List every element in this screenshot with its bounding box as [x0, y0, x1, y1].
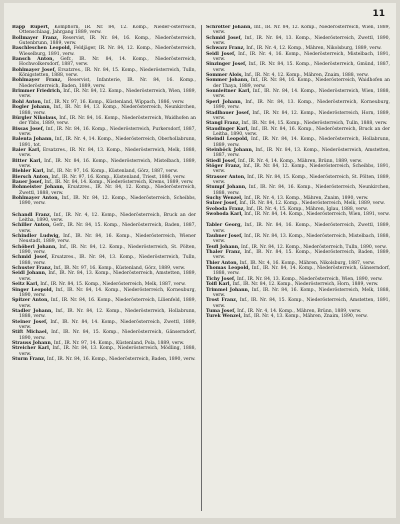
register-entry [206, 223, 390, 234]
entry-details: Reservist, Infanterie, IR. Nr. 84, 16. Komp., Niederösterreich, Baden, 1889, verw. [19, 78, 196, 89]
entry-details: Inf., IR. Nr. 84, 13. Komp., Niederösterreich, Amstetten, 1887, verw. [213, 147, 390, 159]
register-entry [12, 137, 196, 148]
entry-name: Baier Karl, [12, 147, 41, 153]
entry-details: Ersatzres., IR. Nr. 84, 13. Komp., Niederösterreich, Melk, 1888, verw. [19, 147, 196, 159]
register-entry [12, 36, 196, 47]
entry-details: Inf., IR. Nr. 84, 15. Komp., Niederösterreich, Gmünd, 1887, verw. [213, 62, 390, 73]
entry-name: Steinböck Johann, [206, 147, 254, 153]
entry-name: Bohlmayer Josef, [12, 67, 56, 73]
register-entry [206, 100, 390, 111]
entry-name: Toifl Karl, [206, 282, 232, 288]
entry-name: Schmid Josef, [12, 255, 49, 261]
entry-name: Strauss Johann, [12, 340, 53, 346]
entry-name: Balenta Johann, [12, 137, 54, 143]
entry-name: Schiller Anton, [12, 223, 51, 229]
entry-details: Inf., IR. Nr. 84, 13. Komp., Niederösterreich, Zwettl, 1890, verw. [213, 35, 390, 47]
entry-name: Trimmel Johann, [206, 287, 250, 293]
entry-details: Inf., IR. Nr. 84, 15. Komp., Niederösterreich, Tulln, 1888, verw. [241, 121, 388, 127]
entry-details: Inf., IR. Nr. 84, 12. Komp., Niederösterreich, Scheibbs, 1890, verw. [19, 196, 196, 207]
entry-details: Inf., IR. Nr. 84, 13. Komp., Niederösterreich, Mistelbach, 1888, verw. [213, 234, 390, 245]
entry-details: Inf., IR. Nr. 4, 15. Komp., Mähren, Iglau, 1888, verw. [246, 206, 368, 212]
register-entry [12, 346, 196, 357]
entry-details: Inf., IR. Nr. 4, 16. Komp., Niederösterreich, Mistelbach, 1891, verw. [213, 51, 390, 63]
register-entry [206, 148, 390, 159]
entry-name: Bapp Rupert, [12, 25, 50, 30]
entry-name: Stift Michael, [12, 330, 49, 336]
entry-name: Strasser Anton, [206, 174, 246, 180]
register-entry [206, 164, 390, 175]
entry-details: Inf., IR. Nr. 84, 12. Komp., Niederösterreich, Horn, 1889, verw. [213, 110, 390, 121]
entry-details: Inf., IR. Nr. 84, 14. Komp., Niederösterreich, Korneuburg, 1890, verw. [19, 287, 196, 298]
entry-details: Inf., IR. Nr. 84, 14. Komp., Niederösterreich, Hollabrunn, 1889, verw. [213, 137, 390, 148]
register-entry [12, 288, 196, 299]
entry-details: Inf., IR. Nr. 84, 12. Komp., Niederösterreich, Melk, 1889, verw. [239, 201, 385, 207]
entry-name: Thomas Leopold, [206, 266, 250, 272]
entry-details: Ersatzres., IR. Nr. 84, 13. Komp., Niederösterreich, Tulln, 1888, verw. [19, 255, 196, 266]
register-entry [206, 250, 390, 261]
entry-name: Bohlmayer Franz, [12, 78, 62, 84]
register-entry [206, 212, 390, 217]
entry-name: Biersch Anton, [12, 174, 50, 180]
register-entry [12, 148, 196, 159]
entry-name: Schöberl Johann, [12, 244, 57, 250]
register-entry [12, 185, 196, 196]
entry-name: Bitter Karl, [12, 158, 42, 164]
left-column [12, 25, 196, 513]
entry-details: Inf., IR. Nr. 4, 13. Komp., Mähren, Znaim, 1890, verw. [244, 196, 369, 201]
entry-details: Inf., IR. Nr. 4, 12. Komp., Mähren, Znaim, 1888, verw. [244, 73, 369, 79]
entry-details: Inf., IR. Nr. 84, 12. Komp., Niederösterreich, Horn, 1889, verw. [232, 282, 379, 288]
entry-name: Sturm Franz, [12, 356, 46, 362]
register-entry [12, 116, 196, 127]
entry-details: Inf., IR. Nr. 84, 12. Komp., Niederösterreich, Hollabrunn, 1888, verw. [19, 308, 196, 320]
entry-details: Inf., IR. Nr. 84, 15. Komp., Niederösterreich, Melk, 1887, verw. [40, 282, 186, 288]
entry-details: Inf., IR. Nr. 84, 15. Komp., Niederösterreich, Baden, 1889, verw. [213, 250, 390, 261]
entry-name: Turek Wenzel, [206, 314, 243, 320]
register-entry [12, 68, 196, 79]
entry-name: Stöger Franz, [206, 163, 242, 169]
entry-details: Gefr., IR. Nr. 84, 15. Komp., Niederösterreich, Baden, 1887, verw. [19, 223, 196, 234]
entry-name: Sonnleitner Karl, [206, 89, 251, 95]
entry-name: Staudinger Karl, [206, 126, 249, 132]
column-divider [201, 25, 202, 511]
entry-name: Sulzer Josef, [206, 201, 238, 207]
entry-details: Inf., IR. Nr. 84, 14. Komp., Niederösterreich, Wien, 1891, verw. [244, 212, 390, 218]
register-entry [12, 245, 196, 256]
register-entry [206, 89, 390, 100]
entry-details: Inf., IR. Nr. 84, 12. Komp., Niederösterreich, St. Pölten, 1890, verw. [19, 244, 196, 256]
entry-details: Inf., IR. Nr. 84, 13. Komp., Niederösterreich, Neunkirchen, 1888, verw. [19, 105, 196, 116]
register-entry [206, 137, 390, 148]
entry-details: Inf., IR. Nr. 4, 14. Komp., Mähren, Brünn, 1889, verw. [238, 158, 363, 164]
register-entry [12, 159, 196, 170]
register-entry [206, 78, 390, 89]
entry-details: Reservist, IR. Nr. 84, 16. Komp., Niederösterreich, Gutenbrunn, 1889, verw. [19, 35, 196, 47]
entry-details: Inf., IR. Nr. 84, 12. Komp., Niederösterreich, Wien, 1889, verw. [19, 89, 196, 100]
register-entry [206, 266, 390, 277]
entry-name: Stumpf Johann, [206, 185, 247, 191]
entry-details: Inf., IR. Nr. 4, 12. Komp., Mähren, Nikolsburg, 1889, verw. [246, 46, 382, 52]
register-page [4, 3, 396, 518]
entry-name: Bohmeister Johann, [12, 185, 65, 191]
entry-details: Gefr., IR. Nr. 84, 14. Komp., Niederösterreich, Hochwolkersdorf, 1887, verw. [19, 57, 196, 68]
right-column [206, 25, 390, 513]
entry-name: Bollmayer Franz, [12, 35, 59, 41]
register-entry [206, 185, 390, 196]
entry-name: Schuster Franz, [12, 266, 53, 272]
entry-details: Inf., IR. Nr. 4, 14. Komp., Mähren, Brünn, 1889, verw. [237, 308, 362, 314]
entry-name: Stiedl Josef, [206, 158, 237, 164]
entry-details: Inf., IR. Nr. 84, 14. Komp., Niederösterreich, Gänserndorf, 1888, verw. [213, 266, 390, 277]
entry-details: Inf., IR. Nr. 84, 16. Komp., Niederösterreich, Purkersdorf, 1887, verw. [19, 126, 196, 137]
entry-name: Stangl Franz, [206, 121, 241, 127]
entry-name: Taubner Josef, [206, 234, 243, 240]
entry-details: Inf., IR. Nr. 84, 13. Komp., Niederösterreich, Korneuburg, 1890, verw. [213, 99, 390, 111]
register-entry [12, 196, 196, 207]
register-entry [12, 330, 196, 341]
register-entry [12, 25, 196, 36]
entry-details: Inf., IR. Nr. 84, 14. Komp., Niederösterreich, Krems, 1889, verw. [44, 179, 194, 185]
entry-details: Inf., IR. Nr. 84, 16. Komp., Niederösterreich, Bruck an der Leitha, 1890, verw. [213, 126, 390, 137]
entry-details: Inf., IR. Nr. 84, 15. Komp., Niederösterreich, Gänserndorf, 1890, verw. [19, 330, 196, 341]
entry-details: Inf., IR. Nr. 84, 15. Komp., Niederösterreich, St. Pölten, 1889, verw. [213, 174, 390, 185]
entry-name: Steiner Josef, [12, 319, 48, 325]
register-entry [206, 111, 390, 122]
entry-details: Inf., IR. Nr. 84, 14. Komp., Niederösterreich, Zwettl, 1889, verw. [19, 319, 196, 330]
entry-name: Spitzer Anton, [12, 298, 49, 304]
entry-name: Bissas Josef, [12, 126, 45, 132]
register-entry [206, 234, 390, 245]
entry-details: Inf., IR. Nr. 84, 12. Komp., Niederösterreich, Wien, 1889, verw. [213, 25, 390, 36]
entry-details: Inf., IR. Nr. 84, 15. Komp., Niederösterreich, Amstetten, 1891, verw. [213, 298, 390, 309]
register-entry [206, 298, 390, 309]
entry-name: Schrötter Johann, [206, 25, 252, 30]
entry-name: Schmid Josef, [206, 35, 242, 41]
entry-name: Steindl Leopold, [206, 137, 249, 143]
entry-name: Bauer Josef, [12, 179, 44, 185]
entry-name: Bansch Anton, [12, 57, 55, 63]
entry-name: Seidl Josef, [206, 51, 236, 57]
entry-details: Inf., IR. Nr. 84, 16. Komp., Niederösterreich, Zwettl, 1889, verw. [213, 223, 390, 234]
register-entry [12, 298, 196, 309]
register-entry [206, 314, 390, 319]
entry-details: Inf., IR. Nr. 84, 16. Komp., Niederösterreich, Lilienfeld, 1889, verw. [19, 298, 196, 309]
entry-name: Bürgler Nikolaus, [12, 115, 58, 121]
entry-name: Suchy Wenzel, [206, 196, 243, 201]
entry-details: Inf., IR. Nr. 84, 12. Komp., Niederösterreich, Scheibbs, 1891, verw. [213, 163, 390, 175]
entry-name: Seitz Karl, [12, 282, 39, 288]
register-entry [206, 175, 390, 186]
register-entry [12, 89, 196, 100]
entry-name: Brimmer Friedrich, [12, 89, 62, 95]
entry-name: Seidl Johann, [12, 271, 47, 277]
entry-name: Sommer Alois, [206, 73, 243, 79]
entry-details: Inf., IR. Nr. 84, 13. Komp., Niederösterreich, Mödling, 1888, verw. [19, 346, 196, 357]
entry-name: Sommer Johann, [206, 78, 249, 84]
entry-details: Ersatzres., IR. Nr. 84, 12. Komp., Niederösterreich, Zwettl, 1888, verw. [19, 185, 196, 196]
entry-name: Schwarz Franz, [206, 46, 245, 52]
entry-name: Teufl Johann, [206, 244, 240, 250]
register-entry [206, 36, 390, 47]
entry-name: Bohlmayer Anton, [12, 196, 60, 201]
entry-name: Singer Leopold, [12, 287, 54, 293]
register-entry [12, 320, 196, 331]
entry-name: Thier Anton, [206, 260, 239, 266]
entry-details: Inf., IR. Nr. 97, 14. Komp., Küstenland, Pola, 1889, verw. [53, 340, 185, 346]
register-entry [12, 223, 196, 234]
entry-name: Tuma Josef, [206, 308, 236, 314]
register-entry [12, 357, 196, 362]
entry-details: Inf., IR. Nr. 4, 12. Komp., Niederösterreich, Bruck an der Leitha, 1890, verw. [19, 212, 196, 224]
entry-details: Inf., IR. Nr. 4, 16. Komp., Mähren, Nikolsburg, 1887, verw. [239, 260, 376, 266]
entry-details: Inf., IR. Nr. 84, 16. Komp., Niederösterreich, Baden, 1890, verw. [46, 356, 196, 362]
entry-details: Inf., IR. Nr. 84, 14. Komp., Niederösterreich, Wien, 1888, verw. [213, 89, 390, 100]
register-entry [12, 213, 196, 224]
entry-name: Stadlbauer Josef, [206, 110, 251, 116]
entry-details: Inf., IR. Nr. 84, 16. Komp., Niederösterreich, Melk, 1888, verw. [213, 287, 390, 298]
register-entry [12, 234, 196, 245]
entry-name: Tichy Josef, [206, 276, 236, 282]
entry-details: Inf., IR. Nr. 84, 16. Komp., Niederösterreich, Neunkirchen, 1888, verw. [213, 185, 390, 196]
entry-details: Feldjäger, IR. Nr. 84, 12. Komp., Niederösterreich, Wieselburg, 1891, verw. [19, 46, 196, 57]
entry-name: Thaler Franz, [206, 250, 242, 256]
entry-details: Inf., IR. Nr. 84, 16. Komp., Niederösterreich, Waidhofen an der Ybbs, 1889, verw. [19, 115, 196, 127]
entry-details: Inf., IR. Nr. 84, 13. Komp., Niederösterreich, Amstetten, 1889, verw. [19, 271, 196, 282]
entry-details: Kompflorn, IR. Nr. 84, 12. Komp., Nieder-österreich, Ottenschlaag, Jahrgang 1889, verw. [19, 25, 196, 36]
register-entry [12, 46, 196, 57]
register-entry [206, 62, 390, 73]
entry-name: Sperl Johann, [206, 99, 243, 105]
entry-name: Biehler Karl, [12, 169, 45, 175]
entry-name: Trost Franz, [206, 298, 238, 304]
register-entry [12, 127, 196, 138]
entry-name: Svoboda Franz, [206, 206, 245, 212]
entry-details: Inf., IR. Nr. 4, 14. Komp., Niederösterreich, Oberhollabrunn, 1891, tot. [19, 137, 196, 148]
entry-name: Schandl Franz, [12, 212, 52, 218]
register-entry [12, 78, 196, 89]
register-entry [206, 52, 390, 63]
entry-name: Bohl Anton, [12, 99, 43, 105]
register-entry [206, 288, 390, 299]
entry-name: Tabler Georg, [206, 223, 242, 229]
entry-details: Inf., IR. Nr. 84, 16. Komp., Niederösterreich, Waidhofen an der Thaya, 1889, verw. [213, 78, 390, 89]
entry-details: Inf., IR. Nr. 84, 13. Komp., Niederösterreich, Wien, 1890, verw. [236, 276, 383, 282]
entry-details: Inf., IR. Nr. 97, 16. Komp., Küstenland, Wippach, 1886, verw. [43, 99, 185, 105]
entry-details: Inf., IR. Nr. 4, 13. Komp., Mähren, Znaim, 1890, verw. [243, 314, 368, 320]
page-number: 11 [372, 9, 385, 19]
entry-name: Swoboda Karl, [206, 212, 243, 218]
entry-details: Inf., IR. Nr. 84, 16. Komp., Niederösterreich, Mistelbach, 1889, verw. [19, 158, 196, 169]
entry-details: Inf., IR. Nr. 97, 16. Komp., Küstenland, Görz, 1887, verw. [46, 169, 179, 175]
entry-name: Baschleschen Leopold, [12, 46, 72, 52]
entry-details: Inf., IR. Nr. 84, 16. Komp., Niederösterreich, Wiener Neustadt, 1889, verw. [19, 234, 196, 245]
register-entry [12, 105, 196, 116]
register-entry [12, 309, 196, 320]
entry-name: Schindler Ludwig, [12, 234, 60, 240]
entry-name: Sinzinger Josef, [206, 62, 247, 68]
register-entry [12, 57, 196, 68]
entry-details: Inf., IR. Nr. 97, 16. Komp., Küstenland, Triest, 1886, verw. [51, 174, 186, 180]
entry-details: Inf., IR. Nr. 97, 16. Komp., Küstenland, Görz, 1889, verw. [53, 266, 186, 272]
register-entry [206, 127, 390, 138]
register-entry [12, 255, 196, 266]
entry-name: Stadler Johann, [12, 308, 53, 314]
entry-details: Ersatzres., IR. Nr. 84, 15. Komp., Niederösterreich, Tulln, Königstetten, 1888, verw. [19, 67, 196, 79]
entry-name: Bogler Johann, [12, 105, 52, 111]
entry-details: Inf., IR. Nr. 84, 12. Komp., Niederösterreich, Tulln, 1890, verw. [241, 244, 387, 250]
register-entry [206, 25, 390, 36]
entry-name: Streicher Karl, [12, 346, 51, 352]
register-entry [12, 271, 196, 282]
